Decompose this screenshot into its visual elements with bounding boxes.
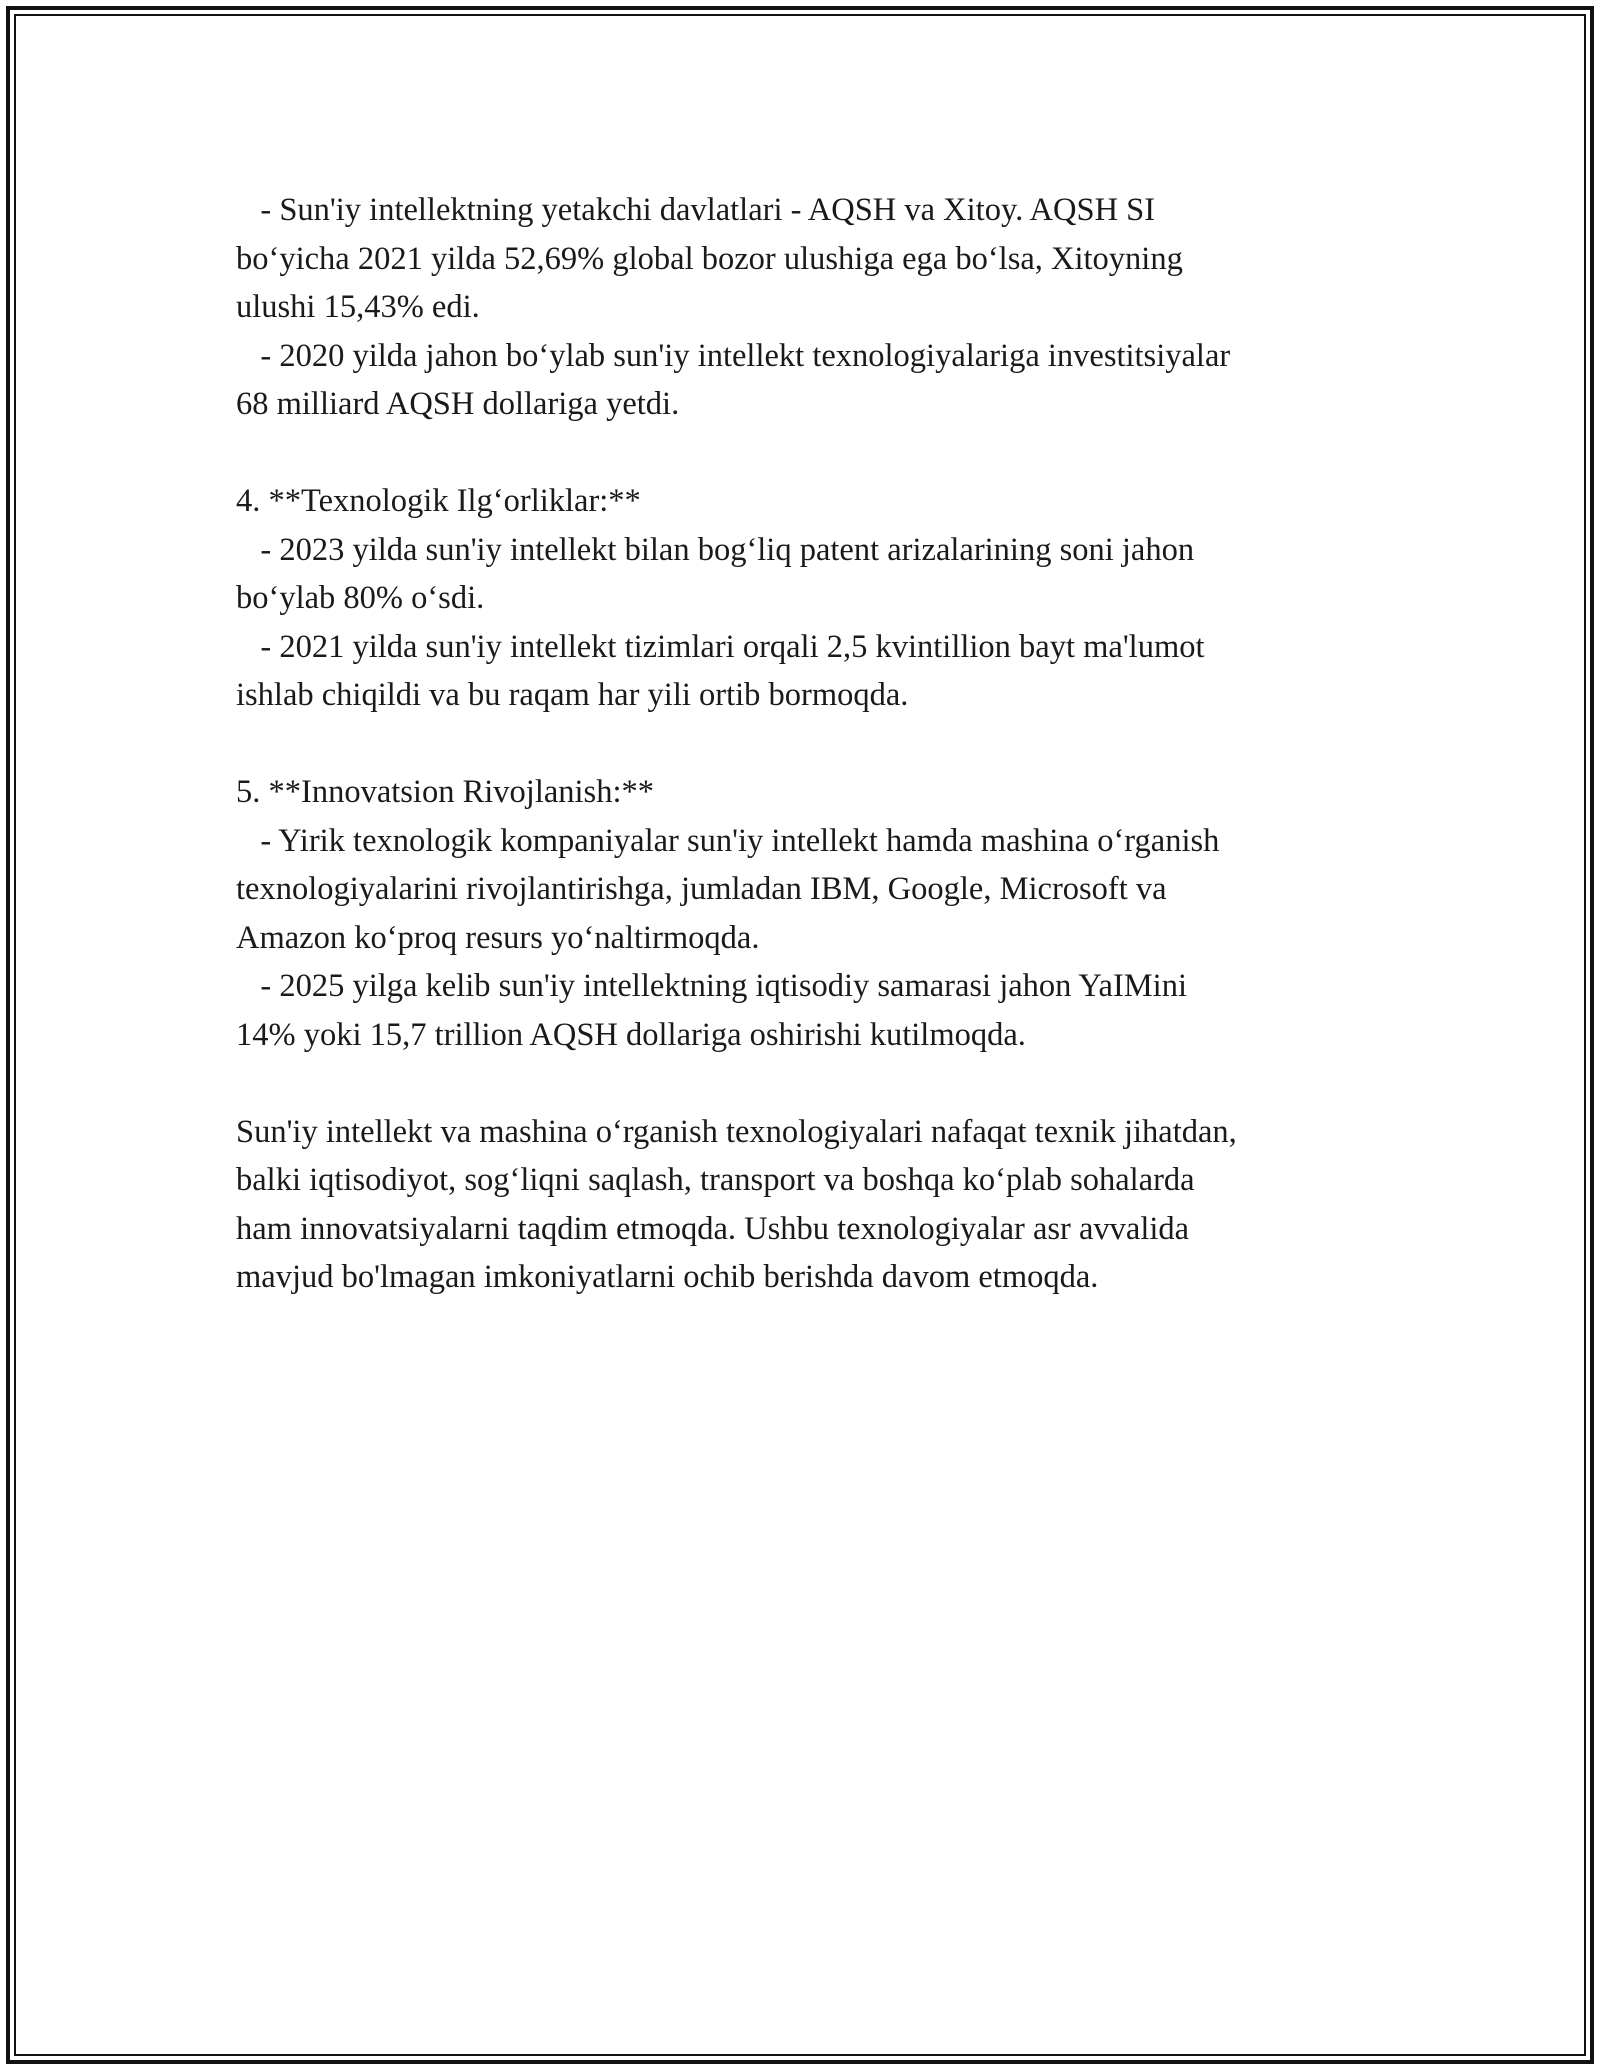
text-line: ulushi 15,43% edi. (236, 289, 480, 325)
text-line: - Sun'iy intellektning yetakchi davlatlari - AQSH va Xitoy. AQSH SI (236, 192, 1156, 228)
text-line: - 2021 yilda sun'iy intellekt tizimlari orqali 2,5 kvintillion bayt ma'lumot (236, 628, 1205, 665)
text-line: bo‘ylab 80% o‘sdi. (236, 580, 485, 616)
text-line: ham innovatsiyalarni taqdim etmoqda. Ushbu texnologiyalar asr avvalida (236, 1210, 1190, 1247)
text-line: - 2020 yilda jahon bo‘ylab sun'iy intellekt texnologiyalariga investitsiyalar (236, 337, 1231, 374)
text-line: Sun'iy intellekt va mashina o‘rganish texnologiyalari nafaqat texnik jihatdan, (236, 1113, 1237, 1150)
section-innovative-development (236, 768, 1376, 1059)
paragraph-spacer (236, 1059, 1376, 1108)
paragraph-conclusion (236, 1108, 1376, 1302)
paragraph-ai-leaders (236, 186, 1376, 429)
text-line: 68 milliard AQSH dollariga yetdi. (236, 386, 680, 422)
text-line: mavjud bo'lmagan imkoniyatlarni ochib berishda davom etmoqda. (236, 1259, 1099, 1295)
paragraph-spacer (236, 429, 1376, 478)
text-line: Amazon ko‘proq resurs yo‘naltirmoqda. (236, 919, 760, 956)
text-line: ishlab chiqildi va bu raqam har yili ortib bormoqda. (236, 677, 909, 713)
section-technological-advances (236, 477, 1376, 720)
document-body (236, 186, 1376, 1302)
text-line: balki iqtisodiyot, sog‘liqni saqlash, transport va boshqa ko‘plab sohalarda (236, 1162, 1195, 1198)
text-line: - Yirik texnologik kompaniyalar sun'iy intellekt hamda mashina o‘rganish (236, 822, 1220, 859)
text-line: - 2025 yilga kelib sun'iy intellektning iqtisodiy samarasi jahon YaIMini (236, 968, 1187, 1004)
text-line: - 2023 yilda sun'iy intellekt bilan bog‘liq patent arizalarining soni jahon (236, 531, 1195, 568)
section-heading: 4. **Texnologik Ilg‘orliklar:** (236, 483, 641, 519)
text-line: texnologiyalarini rivojlantirishga, jumladan IBM, Google, Microsoft va (236, 871, 1167, 907)
paragraph-spacer (236, 720, 1376, 769)
text-line: 14% yoki 15,7 trillion AQSH dollariga oshirishi kutilmoqda. (236, 1016, 1026, 1053)
text-line: bo‘yicha 2021 yilda 52,69% global bozor ulushiga ega bo‘lsa, Xitoyning (236, 240, 1183, 277)
section-heading: 5. **Innovatsion Rivojlanish:** (236, 774, 654, 810)
